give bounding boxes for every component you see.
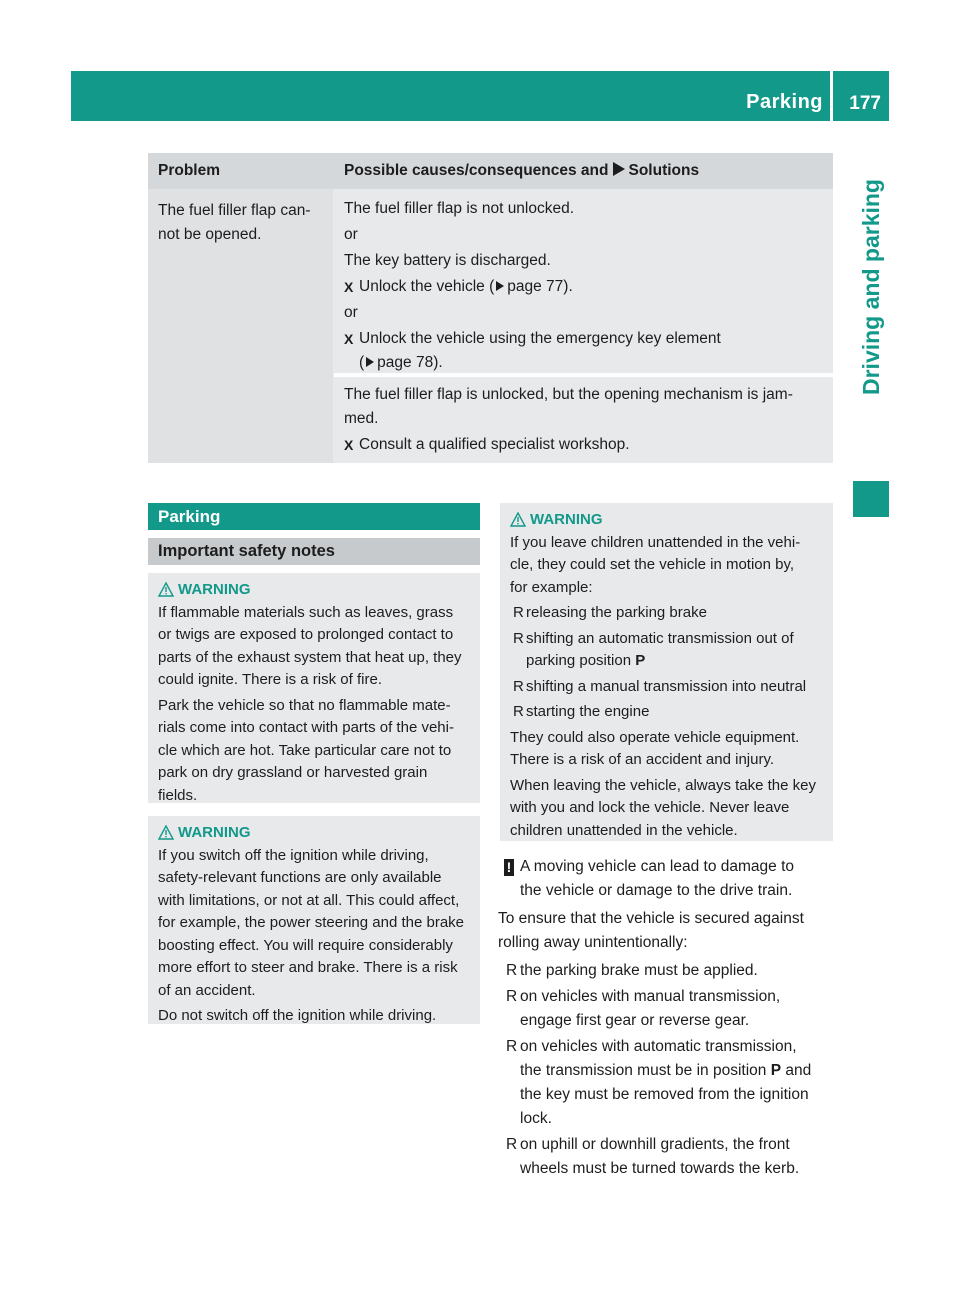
page-number: 177 <box>849 93 881 114</box>
column-header-causes <box>344 153 699 189</box>
warning-line: parts of the exhaust system that heat up, they <box>158 648 462 666</box>
list-item <box>498 1035 838 1131</box>
list-item-text: shifting an automatic transmission out of <box>526 629 794 647</box>
troubleshooting-table <box>148 153 833 463</box>
solution-step <box>344 433 823 457</box>
notice-line: A moving vehicle can lead to damage to <box>520 858 795 875</box>
warning-line: If you switch off the ignition while driving, <box>158 846 429 864</box>
warning-label: WARNING <box>178 824 251 841</box>
step-marker-icon: X <box>344 279 354 295</box>
warning-text <box>158 602 472 692</box>
warning-heading <box>158 579 472 602</box>
bullet-icon: R <box>513 629 524 647</box>
gear-position-label: P <box>635 652 646 669</box>
warning-text <box>158 695 472 808</box>
paragraph-line: rolling away unintentionally: <box>498 934 688 951</box>
warning-text <box>510 727 825 772</box>
warning-line: rials come into contact with parts of the vehi- <box>158 719 454 736</box>
list-item-text: on vehicles with automatic transmission, <box>520 1038 797 1055</box>
cause-text: The key battery is discharged. <box>344 252 551 269</box>
list-item-text: on uphill or downhill gradients, the front <box>520 1136 790 1153</box>
bullet-icon: R <box>506 1136 518 1153</box>
bullet-icon: R <box>506 1038 518 1055</box>
warning-line: When leaving the vehicle, always take the key <box>510 776 816 794</box>
warning-line: fields. <box>158 786 198 804</box>
warning-heading <box>510 509 825 532</box>
page-reference-link[interactable]: page 78). <box>377 354 443 371</box>
warning-line: for example: <box>510 578 593 596</box>
warning-heading <box>158 822 472 845</box>
warning-box <box>148 816 480 1024</box>
section-title: Parking <box>148 503 480 530</box>
cause-text: The fuel filler flap is unlocked, but the opening mechanism is jam- <box>344 386 793 403</box>
warning-text: Do not switch off the ignition while driving. <box>158 1007 437 1024</box>
step-text: Unlock the vehicle using the emergency key element <box>359 330 721 347</box>
page-reference-icon <box>496 281 504 291</box>
list-item-text: the key must be removed from the ignition <box>520 1086 809 1103</box>
causes-cell <box>334 189 833 463</box>
warning-text <box>510 532 825 600</box>
cause-text: The fuel filler flap is not unlocked. <box>344 200 575 217</box>
securing-instructions <box>498 907 838 1181</box>
warning-label: WARNING <box>178 581 251 598</box>
subsection-title: Important safety notes <box>148 538 480 565</box>
solution-step <box>344 275 823 299</box>
warning-line: children unattended in the vehicle. <box>510 821 738 839</box>
problem-text-line: The fuel filler flap can- <box>158 202 311 219</box>
exclamation-icon: ! <box>504 859 514 876</box>
list-item-text: and <box>785 1062 812 1079</box>
warning-line: more effort to steer and brake. There is a risk <box>158 959 458 976</box>
warning-line: boosting effect. You will require considerably <box>158 936 453 954</box>
problem-text-line: not be opened. <box>158 226 262 243</box>
step-text: Unlock the vehicle ( <box>359 278 495 295</box>
notice-line: the vehicle or damage to the drive train. <box>520 882 793 899</box>
bullet-icon: R <box>513 677 524 695</box>
paragraph-line: To ensure that the vehicle is secured against <box>498 910 804 927</box>
list-item <box>510 628 825 673</box>
notice <box>498 855 838 903</box>
warning-text <box>510 775 825 843</box>
warning-box <box>500 503 833 841</box>
warning-line: Park the vehicle so that no flammable mate- <box>158 696 451 714</box>
side-tab <box>853 122 889 452</box>
warning-line: could ignite. There is a risk of fire. <box>158 671 382 688</box>
warning-text <box>158 845 472 1003</box>
list-item-text: engage first gear or reverse gear. <box>520 1012 750 1029</box>
gear-position-label: P <box>770 1062 782 1079</box>
cause-text: med. <box>344 410 379 427</box>
warning-line: If flammable materials such as leaves, grass <box>158 603 454 621</box>
step-marker-icon: X <box>344 437 354 453</box>
list-item <box>498 1133 838 1181</box>
warning-triangle-icon <box>158 582 174 597</box>
warning-triangle-icon <box>510 512 526 527</box>
warning-line: of an accident. <box>158 981 256 999</box>
list-item <box>510 602 825 625</box>
solution-step <box>344 327 823 375</box>
list-item-text: lock. <box>520 1110 552 1127</box>
side-tab-marker <box>853 481 889 517</box>
list-item <box>510 701 825 724</box>
header-title: Parking <box>746 91 823 113</box>
step-text: ( <box>359 354 365 371</box>
warning-line: park on dry grassland or harvested grain <box>158 764 428 781</box>
step-marker-icon: X <box>344 331 354 347</box>
bullet-icon: R <box>513 703 524 720</box>
or-text: or <box>344 304 358 321</box>
play-arrow-icon <box>613 162 625 176</box>
warning-label: WARNING <box>530 511 603 528</box>
warning-line: They could also operate vehicle equipment. <box>510 728 800 746</box>
list-item <box>498 959 838 983</box>
list-item-text: the parking brake must be applied. <box>520 962 758 979</box>
list-item <box>510 676 825 699</box>
list-item-text: the transmission must be in position <box>520 1062 767 1079</box>
list-item-text: on vehicles with manual transmission, <box>520 988 781 1005</box>
causes-label: Possible causes/consequences and <box>344 162 609 179</box>
cause-block <box>334 189 833 373</box>
list-item <box>498 985 838 1033</box>
list-item-text: starting the engine <box>526 703 650 720</box>
warning-line: cle which are hot. Take particular care not to <box>158 741 452 759</box>
bullet-icon: R <box>513 604 524 621</box>
page-reference-icon <box>366 357 374 367</box>
or-text: or <box>344 226 358 243</box>
list-item-text: parking position <box>526 652 632 669</box>
column-header-problem: Problem <box>158 162 221 179</box>
list-item-text: shifting a manual transmission into neutral <box>526 677 807 695</box>
warning-line: cle, they could set the vehicle in motion by, <box>510 556 795 573</box>
warning-box <box>148 573 480 803</box>
warning-line: There is a risk of an accident and injury. <box>510 751 775 768</box>
solutions-label: Solutions <box>628 162 700 179</box>
warning-line: If you leave children unattended in the vehi- <box>510 533 801 551</box>
warning-line: safety-relevant functions are only available <box>158 869 442 886</box>
warning-line: for example, the power steering and the brake <box>158 914 465 931</box>
page-header <box>71 71 889 121</box>
warning-line: or twigs are exposed to prolonged contact to <box>158 626 454 643</box>
warning-triangle-icon <box>158 825 174 840</box>
bullet-icon: R <box>506 988 518 1005</box>
list-item-text: wheels must be turned towards the kerb. <box>520 1160 800 1177</box>
page-reference-link[interactable]: page 77). <box>507 278 573 295</box>
step-text: Consult a qualified specialist workshop. <box>359 436 630 453</box>
table-header <box>148 153 833 189</box>
warning-line: with limitations, or not at all. This could affect, <box>158 891 460 909</box>
problem-cell <box>148 189 333 463</box>
header-divider <box>830 71 833 121</box>
warning-line: with you and lock the vehicle. Never leave <box>510 799 790 816</box>
list-item-text: releasing the parking brake <box>526 604 707 621</box>
side-tab-label: Driving and parking <box>858 179 884 395</box>
bullet-icon: R <box>506 962 518 979</box>
cause-block <box>334 373 833 463</box>
